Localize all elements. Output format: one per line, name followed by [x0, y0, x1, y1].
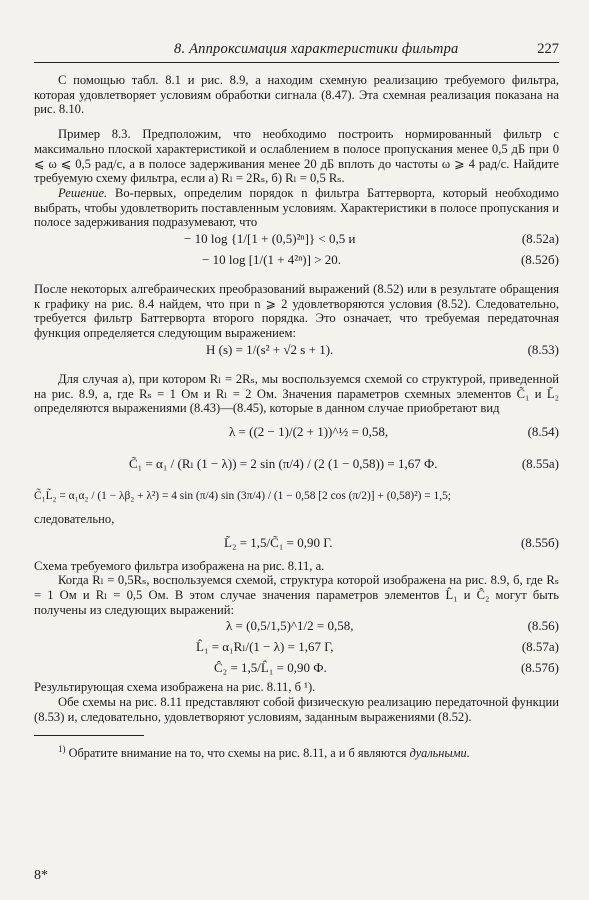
equation-number: (8.55а)	[521, 455, 559, 471]
footnote	[34, 742, 559, 761]
equation-8-57b	[34, 659, 559, 680]
equation-number: (8.53)	[527, 341, 559, 357]
page-number: 227	[537, 41, 559, 57]
footnote-divider	[34, 735, 144, 736]
equation-formula: H (s) = 1/(s² + √2 s + 1).	[206, 341, 334, 357]
equation-formula: − 10 log [1/(1 + 4²ⁿ)] > 20.	[202, 252, 342, 268]
footnote-mark: 1)	[58, 743, 66, 754]
equation-8-57a	[34, 638, 559, 659]
footnote-italic-text: дуальными.	[409, 745, 470, 760]
equation-formula: Ĉ₂ = 1,5/L̂₁ = 0,90 Ф.	[214, 660, 327, 676]
equation-number: (8.54)	[527, 423, 559, 439]
equation-number: (8.56)	[527, 618, 559, 634]
solution-label: Решение.	[58, 185, 108, 200]
equation-formula: L̂₁ = α₁Rₗ/(1 − λ) = 1,67 Г,	[196, 639, 334, 655]
equation-formula: − 10 log {1/[1 + (0,5)²ⁿ]} < 0,5 и	[184, 231, 356, 247]
equation-number: (8.57б)	[520, 660, 559, 676]
running-title: 8. Аппроксимация характеристики фильтра	[174, 41, 459, 57]
paragraph-case-a: Для случая а), при котором Rₗ = 2Rₛ, мы воспользуемся схемой со структурой, приведенной на рис. 8.9, a, где Rₛ = 1 Ом и Rₗ = 2 Ом. Значения параметров схемных элементов C̃₁ и L̃₂ определяются выражениями (8.43)—(8.45), которые в данном случае приобретают вид	[34, 371, 559, 416]
paragraph-case-b: Когда Rₗ = 0,5Rₛ, воспользуемся схемой, структура которой изображена на рис. 8.9, б, где Rₛ = 1 Ом и Rₗ = 0,5 Ом. В этом случае значения параметров элементов L̂₁ и Ĉ₂ могут быть получены из следующих выражений:	[34, 573, 559, 617]
equation-formula: C̃₁L̃₂ = α₁α₂ / (1 − λβ₂ + λ²) = 4 sin (π/4) sin (3π/4) / (1 − 0,58 [2 cos (π/2)] + (0,58)²) = 1,5;	[34, 489, 451, 502]
equation-formula: λ = (0,5/1,5)^1/2 = 0,58,	[226, 618, 354, 634]
footnote-text: Обратите внимание на то, что схемы на рис. 8.11, a и б являются	[68, 745, 407, 760]
equation-number: (8.57а)	[521, 639, 559, 655]
printer-signature: 8*	[34, 868, 48, 883]
equation-8-55a	[34, 448, 559, 480]
page-body	[34, 73, 559, 760]
paragraph-conclusion: Обе схемы на рис. 8.11 представляют собой физическую реализацию передаточной функции (8.53) и, следовательно, удовлетворяют условиям, заданным выражениями (8.52).	[34, 695, 559, 724]
equation-formula: C̃₁ = α₁ / (Rₗ (1 − λ)) = 2 sin (π/4) / (2 (1 − 0,58)) = 1,67 Ф.	[129, 455, 438, 471]
equation-8-55b	[34, 527, 559, 559]
paragraph-intro: С помощью табл. 8.1 и рис. 8.9, a находим схемную реализацию требуемого фильтра, которая удовлетворяет условиям обработки сигнала (8.47). Эта схемная реализация показана на рис. 8.10.	[34, 73, 559, 117]
paragraph-transform: После некоторых алгебраических преобразований выражений (8.52) или в результате обращения к графику на рис. 8.4 найдем, что при n ⩾ 2 удовлетворяются условия (8.52). Следовательно, требуется фильтр Баттерворта второго порядка. Это означает, что требуемая передаточная функция определяется следующим выражением:	[34, 282, 559, 341]
equation-8-54	[34, 416, 559, 448]
equation-formula: L̃₂ = 1,5/C̃₁ = 0,90 Г.	[224, 534, 333, 550]
equation-formula: λ = ((2 − 1)/(2 + 1))^½ = 0,58,	[229, 423, 389, 439]
solution-text: Во-первых, определим порядок n фильтра Баттерворта, который необходимо выбрать, чтобы удовлетворить поставленным условиям. Характеристики в полосе пропускания и полосе задерживания подразумевают, что	[34, 185, 559, 230]
paragraph-result: Результирующая схема изображена на рис. 8.11, б ¹).	[34, 680, 316, 695]
running-header	[34, 40, 559, 63]
equation-8-56	[34, 617, 559, 638]
example-text: Предположим, что необходимо построить нормированный фильтр с максимально плоской характеристикой и ослаблением в полосе пропускания менее 0,5 дБ при 0 ⩽ ω ⩽ 0,5 рад/с, а в полосе задерживания менее 20 дБ вплоть до частоты ω ⩾ 4 рад/с. Найдите требуемую схему фильтра, если а) Rₗ = 2Rₛ, б) Rₗ = 0,5 Rₛ.	[34, 127, 559, 186]
equation-number: (8.52а)	[521, 231, 559, 247]
solution-paragraph	[34, 186, 559, 230]
equation-8-53	[34, 341, 559, 362]
example-paragraph	[34, 127, 559, 186]
equation-number: (8.52б)	[520, 252, 559, 268]
paragraph-figure-a: Схема требуемого фильтра изображена на рис. 8.11, a.	[34, 558, 325, 573]
equation-8-52a	[34, 230, 559, 251]
equation-product	[34, 480, 559, 512]
paragraph-therefore: следовательно,	[34, 511, 115, 526]
equation-8-52b	[34, 251, 559, 272]
example-label: Пример 8.3.	[58, 127, 131, 142]
equation-number: (8.55б)	[520, 534, 559, 550]
